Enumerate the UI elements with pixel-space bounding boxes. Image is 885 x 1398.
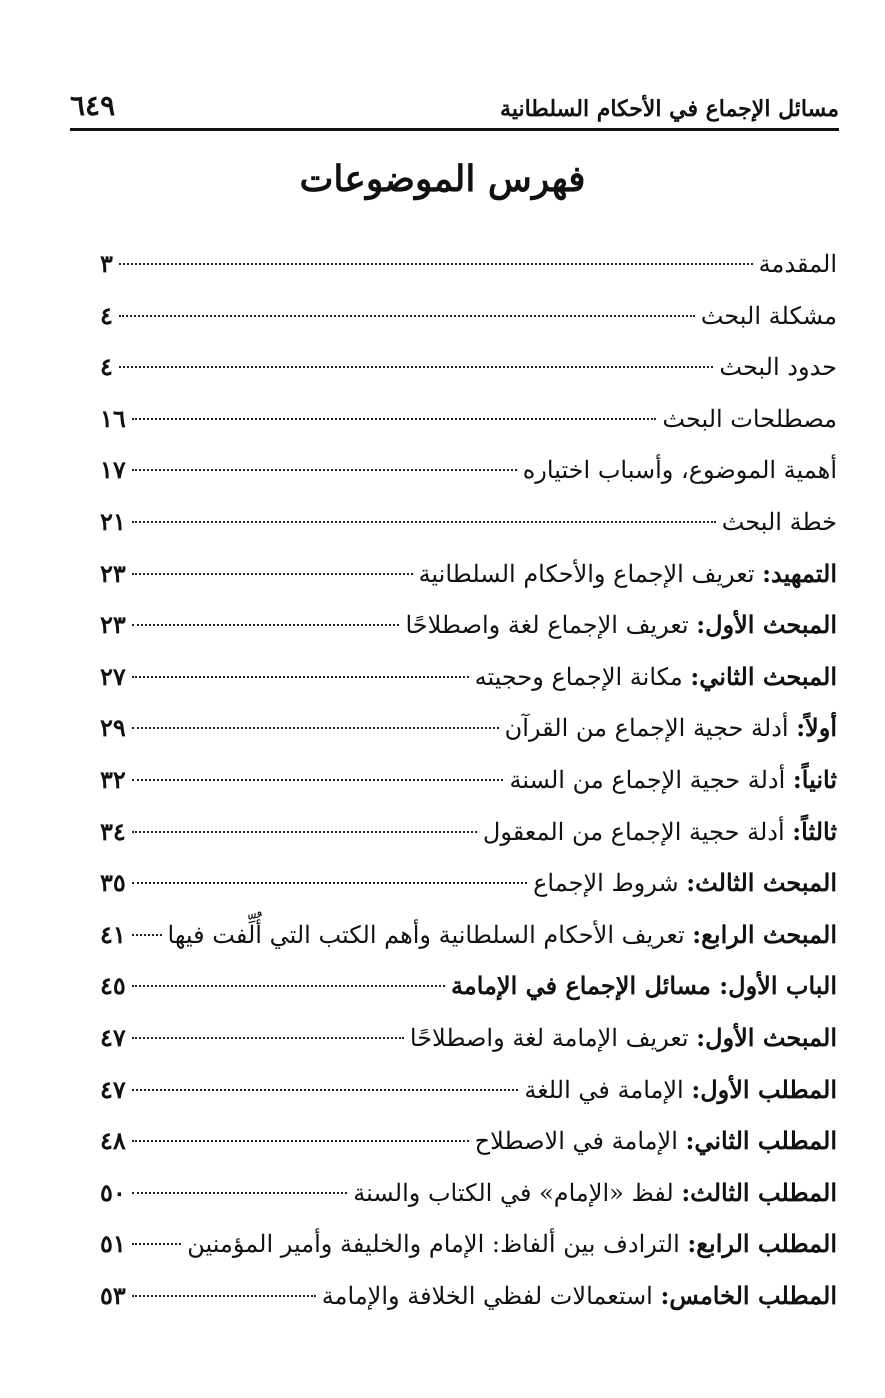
toc-entry-text: أدلة حجية الإجماع من السنة — [509, 765, 793, 794]
running-title: مسائل الإجماع في الأحكام السلطانية — [500, 96, 839, 122]
toc-entry-lead: المبحث الثالث: — [686, 868, 837, 898]
dot-leader — [132, 779, 504, 781]
dot-leader — [132, 1295, 316, 1297]
toc-entry-label — [719, 342, 837, 394]
toc-entry — [100, 393, 837, 445]
toc-entry-text: الترادف بين ألفاظ: الإمام والخليفة وأمير المؤمنين — [187, 1230, 688, 1259]
dot-leader — [132, 727, 499, 729]
toc-entry — [100, 857, 837, 909]
toc-entry-label — [168, 909, 837, 962]
toc-entry — [100, 651, 837, 703]
toc-entry-text: مكانة الإجماع وحجيته — [474, 662, 691, 691]
toc-entry — [100, 1064, 837, 1116]
toc-entry — [100, 909, 837, 961]
toc-entry-page: ٣٢ — [100, 764, 126, 794]
dot-leader — [132, 1140, 469, 1142]
toc-entry-text: الإمامة في اللغة — [524, 1075, 692, 1104]
dot-leader — [132, 573, 413, 575]
toc-entry-label — [475, 1115, 837, 1168]
toc-entry-page: ٣٥ — [100, 868, 126, 898]
toc-entry — [100, 1012, 837, 1064]
toc-entry-lead: المطلب الثالث: — [681, 1177, 837, 1207]
toc-entry — [100, 548, 837, 600]
toc-entry-text: أهمية الموضوع، وأسباب اختياره — [522, 456, 837, 485]
toc-entry-text: شروط الإجماع — [533, 869, 687, 898]
toc-entry-lead: المطلب الأول: — [691, 1074, 837, 1104]
toc-entry-lead: ثانياً: — [792, 764, 837, 794]
toc-entry-label — [187, 1218, 837, 1271]
toc-entry-lead: المبحث الأول: — [696, 610, 837, 640]
toc-entry-text: تعريف الإمامة لغة واصطلاحًا — [409, 1023, 697, 1052]
dot-leader — [132, 882, 527, 884]
dot-leader — [119, 315, 695, 317]
toc-entry-text: مصطلحات البحث — [662, 404, 837, 433]
dot-leader — [132, 1243, 181, 1245]
toc-entry-lead: التمهيد: — [762, 558, 837, 588]
toc-entry — [100, 599, 837, 651]
toc-entry-lead: المبحث الأول: — [696, 1022, 837, 1052]
dot-leader — [132, 934, 162, 936]
toc-entry — [100, 444, 837, 496]
dot-leader — [132, 521, 716, 523]
dot-leader — [132, 624, 400, 626]
toc-entry-page: ٤ — [100, 300, 113, 330]
toc-entry-page: ٢٣ — [100, 610, 126, 640]
toc-entry-text: استعمالات لفظي الخلافة والإمامة — [321, 1281, 661, 1310]
toc-entry-label — [322, 1270, 837, 1323]
toc-entry-lead: المطلب الرابع: — [687, 1229, 837, 1259]
toc-entry-page: ٥١ — [100, 1229, 126, 1259]
toc-entry-label — [523, 445, 837, 497]
toc-entry-label — [505, 702, 837, 755]
toc-entry — [100, 1167, 837, 1219]
toc-entry-text: خطة البحث — [721, 507, 837, 536]
toc-entry-lead: أولاً: — [796, 713, 837, 743]
toc-entry — [100, 1218, 837, 1270]
dot-leader — [119, 366, 713, 368]
toc-entry-text: تعريف الإجماع والأحكام السلطانية — [418, 559, 763, 588]
toc-entry — [100, 290, 837, 342]
toc-entry-page: ٥٠ — [100, 1177, 126, 1207]
dot-leader — [132, 418, 657, 420]
toc-entry-page: ٢٩ — [100, 713, 126, 743]
toc-entry-text: أدلة حجية الإجماع من المعقول — [482, 817, 793, 846]
toc-entry-page: ٤٨ — [100, 1126, 126, 1156]
toc-entry-text: المقدمة — [758, 250, 837, 278]
toc-entry-text: لفظ «الإمام» في الكتاب والسنة — [353, 1178, 682, 1207]
toc-entry-label — [701, 291, 837, 343]
toc-entry-page: ٤٥ — [100, 971, 126, 1001]
toc-entry-lead: المبحث الثاني: — [690, 661, 837, 691]
page-title: فهرس الموضوعات — [299, 158, 586, 200]
dot-leader — [132, 469, 517, 471]
toc-entry — [100, 702, 837, 754]
dot-leader — [132, 1192, 347, 1194]
page-header — [70, 78, 839, 131]
toc-entry-page: ١٧ — [100, 455, 126, 485]
toc-entry-label — [722, 497, 837, 549]
toc-entry-page: ٣٤ — [100, 816, 126, 846]
toc-entry-lead: المطلب الثاني: — [685, 1126, 837, 1156]
toc-entry-page: ٤٧ — [100, 1074, 126, 1104]
toc-entry-label — [410, 1012, 837, 1065]
toc-entry-lead: الباب الأول: — [719, 971, 837, 1001]
toc-entry-text: مشكلة البحث — [700, 301, 837, 330]
toc-entry-label — [483, 806, 837, 859]
dot-leader — [132, 831, 477, 833]
toc-entry-page: ٤ — [100, 352, 113, 382]
toc-entry-page: ٣ — [100, 249, 113, 278]
dot-leader — [132, 1037, 404, 1039]
toc-entry-label — [524, 1064, 837, 1117]
toc-entry-text: تعريف الأحكام السلطانية وأهم الكتب التي أُلِّفت فيها — [167, 920, 693, 949]
toc-entry — [100, 341, 837, 393]
toc-entry-label — [509, 754, 837, 807]
toc-entry-page: ١٦ — [100, 403, 126, 433]
toc-entry — [100, 1115, 837, 1167]
toc-entry-page: ٢١ — [100, 506, 126, 536]
toc-entry-page: ٤١ — [100, 919, 126, 949]
toc-entry-label — [533, 857, 837, 910]
toc-entry — [100, 496, 837, 548]
dot-leader — [119, 263, 753, 265]
toc-entry-lead: المبحث الرابع: — [692, 919, 837, 949]
toc-entry-label — [405, 599, 837, 652]
dot-leader — [132, 1089, 519, 1091]
toc-entry — [100, 754, 837, 806]
page-number: ٦٤٩ — [70, 89, 116, 122]
toc-entry-lead: المطلب الخامس: — [660, 1280, 837, 1310]
table-of-contents — [100, 238, 837, 1321]
toc-entry-page: ٢٧ — [100, 661, 126, 691]
toc-entry-page: ٥٣ — [100, 1280, 126, 1310]
dot-leader — [132, 676, 469, 678]
toc-entry — [100, 960, 837, 1012]
toc-entry-label — [419, 548, 837, 601]
toc-entry — [100, 238, 837, 290]
toc-entry-page: ٢٣ — [100, 558, 126, 588]
toc-entry-label — [759, 239, 837, 291]
dot-leader — [132, 985, 445, 987]
toc-entry-text: أدلة حجية الإجماع من القرآن — [504, 714, 797, 743]
toc-entry-label — [475, 651, 837, 704]
toc-entry-text: حدود البحث — [719, 353, 837, 382]
toc-entry — [100, 806, 837, 858]
toc-entry — [100, 1270, 837, 1322]
toc-entry-lead: ثالثاً: — [792, 816, 837, 846]
toc-entry-label — [662, 394, 837, 446]
toc-entry-text: الإمامة في الاصطلاح — [474, 1127, 686, 1156]
toc-entry-text: تعريف الإجماع لغة واصطلاحًا — [405, 611, 697, 640]
toc-entry-page: ٤٧ — [100, 1022, 126, 1052]
toc-entry-label — [451, 960, 837, 1012]
toc-entry-text: مسائل الإجماع في الإمامة — [450, 971, 720, 1001]
toc-entry-label — [353, 1167, 837, 1220]
